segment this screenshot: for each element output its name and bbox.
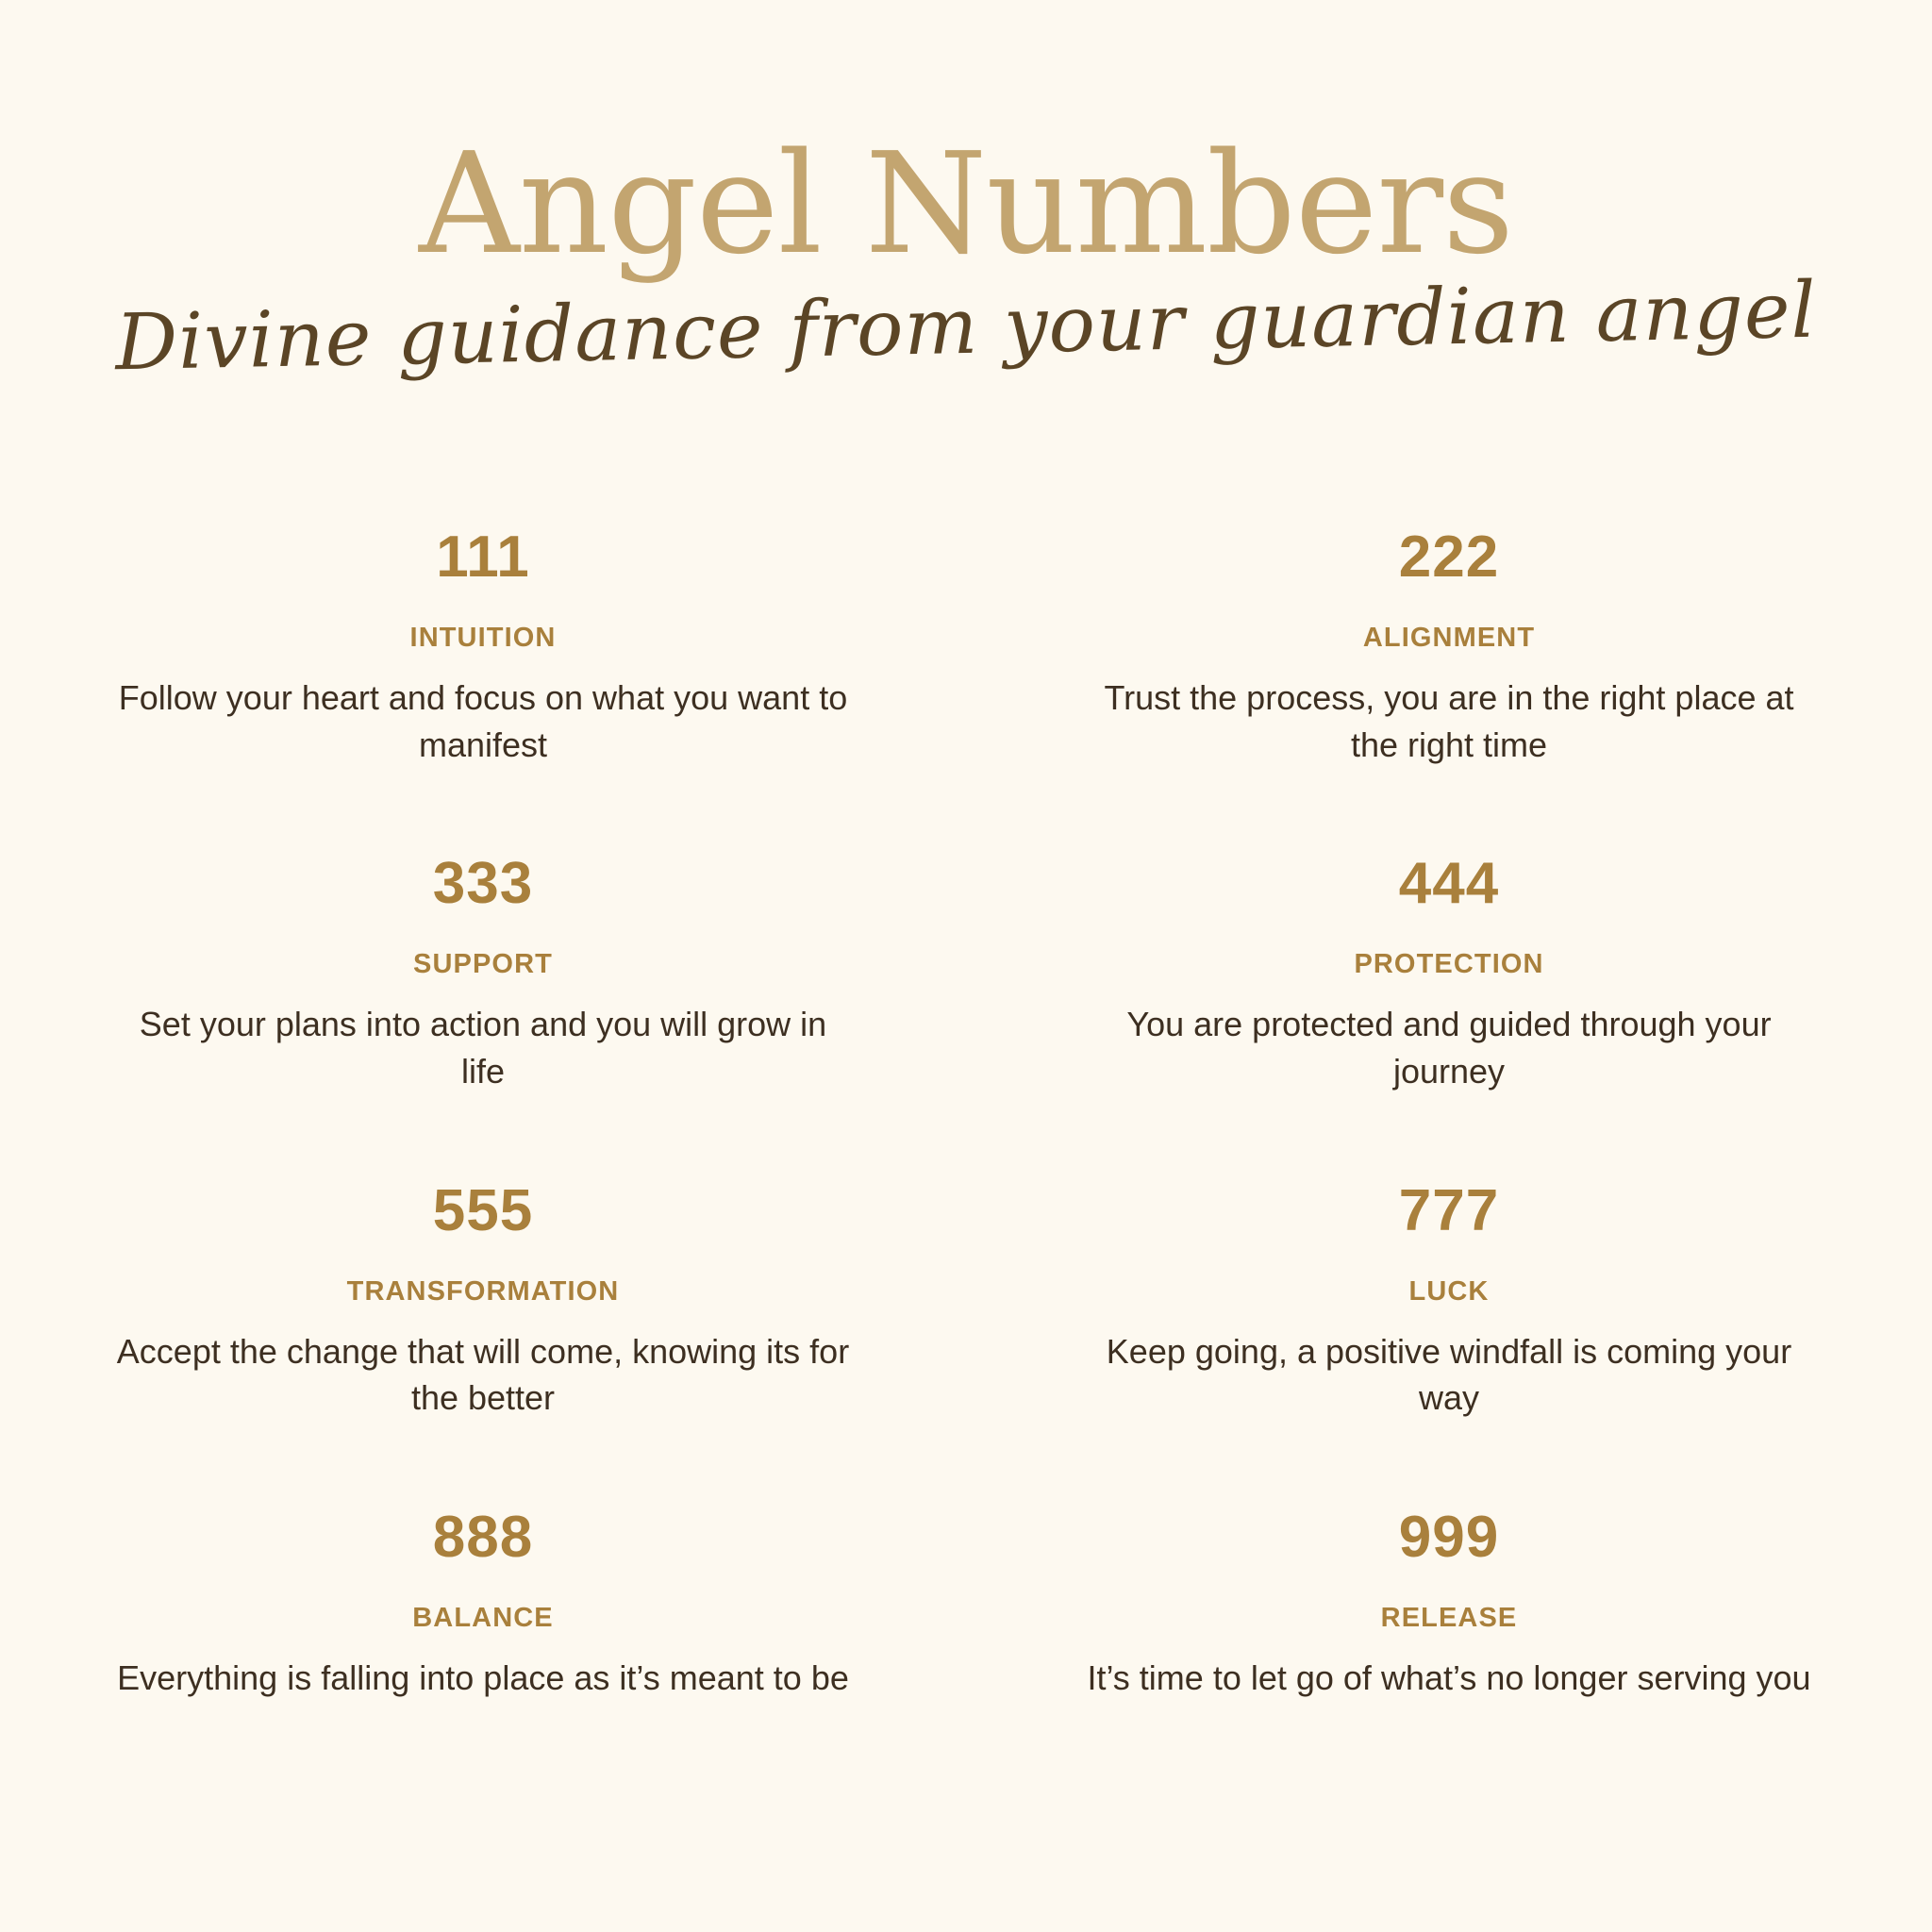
page-title: Angel Numbers [418, 123, 1514, 285]
angel-number-value: 555 [432, 1177, 534, 1243]
angel-number-value: 333 [432, 851, 534, 917]
angel-number-card-888 [0, 1505, 966, 1702]
angel-number-keyword: LUCK [1408, 1275, 1490, 1307]
angel-number-card-111 [0, 525, 966, 768]
angel-number-description: Everything is falling into place as it’s meant to be [117, 1658, 849, 1698]
angel-number-keyword: PROTECTION [1354, 949, 1544, 980]
angel-number-description: Keep going, a positive windfall is coming your way [1106, 1331, 1792, 1418]
angel-number-grid [0, 525, 1932, 1789]
angel-number-value: 999 [1398, 1505, 1500, 1571]
angel-number-card-222 [966, 525, 1932, 768]
angel-number-card-999 [966, 1505, 1932, 1702]
angel-number-card-444 [966, 851, 1932, 1094]
angel-number-card-333 [0, 851, 966, 1094]
angel-number-description: Follow your heart and focus on what you want to manifest [118, 678, 848, 764]
angel-number-keyword: INTUITION [409, 623, 557, 653]
angel-number-keyword: TRANSFORMATION [346, 1275, 620, 1307]
angel-number-keyword: BALANCE [412, 1603, 554, 1634]
angel-number-value: 777 [1398, 1177, 1500, 1243]
angel-number-keyword: SUPPORT [413, 949, 553, 980]
angel-number-description: Trust the process, you are in the right place at the right time [1104, 678, 1794, 764]
angel-number-description: It’s time to let go of what’s no longer serving you [1087, 1658, 1811, 1698]
angel-number-value: 888 [432, 1505, 534, 1571]
angel-number-description: Accept the change that will come, knowing its for the better [116, 1331, 850, 1418]
angel-number-keyword: ALIGNMENT [1362, 623, 1536, 653]
angel-number-value: 444 [1398, 851, 1500, 917]
angel-number-value: 111 [436, 525, 530, 590]
poster-header [0, 0, 1932, 389]
angel-number-keyword: RELEASE [1380, 1603, 1518, 1634]
angel-number-description: Set your plans into action and you will grow in life [139, 1005, 827, 1091]
angel-number-description: You are protected and guided through your journey [1126, 1005, 1772, 1091]
angel-number-card-777 [966, 1177, 1932, 1422]
page-subtitle: Divine guidance from your guardian angel [114, 265, 1818, 389]
angel-number-value: 222 [1398, 525, 1500, 590]
angel-number-card-555 [0, 1177, 966, 1422]
